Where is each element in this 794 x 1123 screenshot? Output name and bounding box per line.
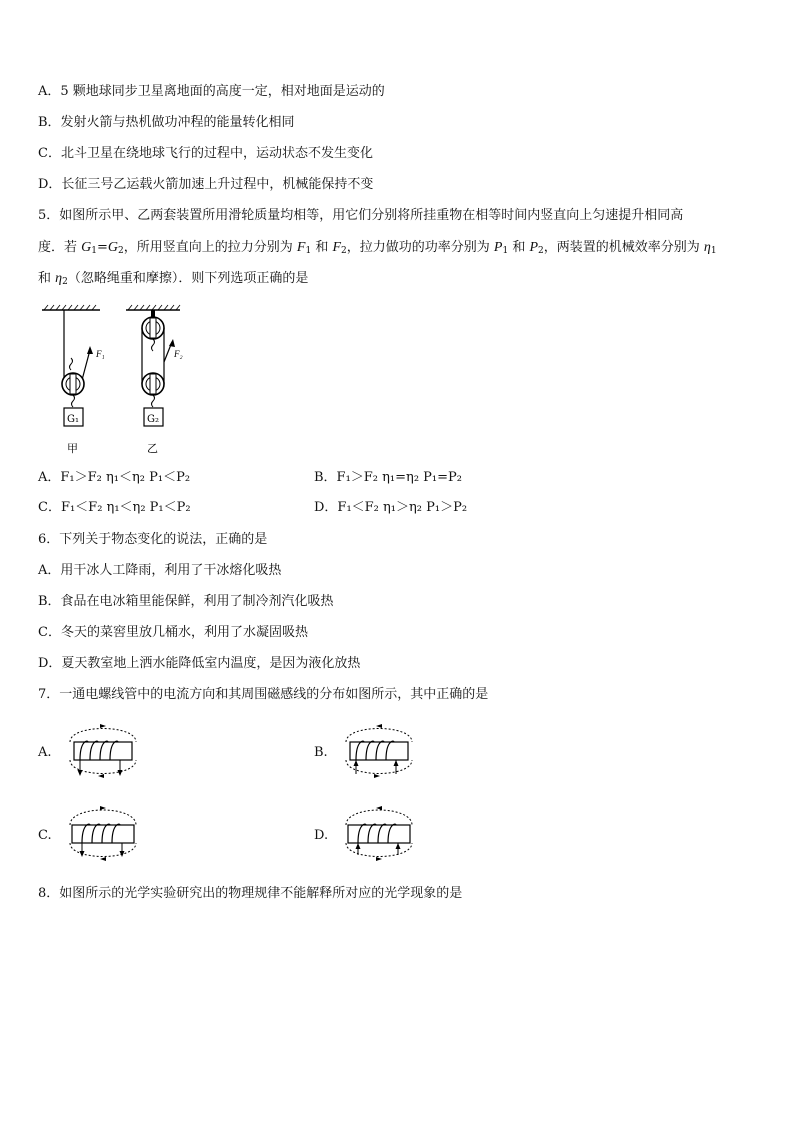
q5-option-b: B．F₁＞F₂ η₁=η₂ P₁=P₂	[314, 470, 462, 485]
q7-option-b-label: B.	[314, 745, 328, 760]
q4-option-c: C．北斗卫星在绕地球飞行的过程中，运动状态不发生变化	[38, 146, 373, 161]
pulley-figure	[38, 302, 198, 462]
q5-stem-line2: 度．若 $G_1=G_2$，所用竖直向上的拉力分别为 $F_1$ 和 $F_2$，拉力做功的功率分别为 $P_1$ 和 $P_2$，两装置的机械效率分别为 $\eta_1$	[38, 240, 717, 256]
q5-stem-line1: 5．如图所示甲、乙两套装置所用滑轮质量均相等，用它们分别将所挂重物在相等时间内竖直向上匀速提升相同高	[38, 208, 684, 223]
q6-option-c: C．冬天的菜窖里放几桶水，利用了水凝固吸热	[38, 625, 308, 640]
q7-option-a-label: A.	[38, 745, 52, 760]
q4-option-b: B．发射火箭与热机做功冲程的能量转化相同	[38, 115, 295, 130]
q6-option-a: A．用干冰人工降雨，利用了干冰熔化吸热	[38, 563, 282, 578]
force-label-left: F₁	[96, 349, 105, 359]
q6-stem: 6．下列关于物态变化的说法，正确的是	[38, 532, 268, 547]
solenoid-figure-c	[62, 803, 144, 863]
q6-option-d: D．夏天教室地上洒水能降低室内温度，是因为液化放热	[38, 656, 361, 671]
figure-label-right: 乙	[147, 442, 158, 455]
weight-label-right: G₂	[147, 414, 159, 425]
q5-stem-line3: 和 $\eta_2$（忽略绳重和摩擦）．则下列选项正确的是	[38, 271, 309, 287]
q4-option-d: D．长征三号乙运载火箭加速上升过程中，机械能保持不变	[38, 177, 374, 192]
weight-label-left: G₁	[67, 414, 79, 425]
q7-option-c-label: C.	[38, 828, 52, 843]
q7-stem: 7．一通电螺线管中的电流方向和其周围磁感线的分布如图所示，其中正确的是	[38, 687, 489, 702]
q6-option-b: B．食品在电冰箱里能保鲜，利用了制冷剂汽化吸热	[38, 594, 334, 609]
q4-option-a: A．5 颗地球同步卫星离地面的高度一定，相对地面是运动的	[38, 84, 385, 99]
q5-option-c: C．F₁＜F₂ η₁＜η₂ P₁＜P₂	[38, 500, 191, 515]
solenoid-figure-a	[62, 722, 144, 780]
q5-option-d: D．F₁＜F₂ η₁＞η₂ P₁＞P₂	[314, 500, 468, 515]
force-label-right: F₂	[174, 349, 183, 359]
q7-option-d-label: D.	[314, 828, 329, 843]
figure-label-left: 甲	[67, 442, 78, 455]
q8-stem: 8．如图所示的光学实验研究出的物理规律不能解释所对应的光学现象的是	[38, 886, 463, 901]
solenoid-figure-d	[338, 803, 420, 863]
q5-option-a: A．F₁＞F₂ η₁＜η₂ P₁＜P₂	[38, 470, 191, 485]
solenoid-figure-b	[338, 722, 420, 780]
